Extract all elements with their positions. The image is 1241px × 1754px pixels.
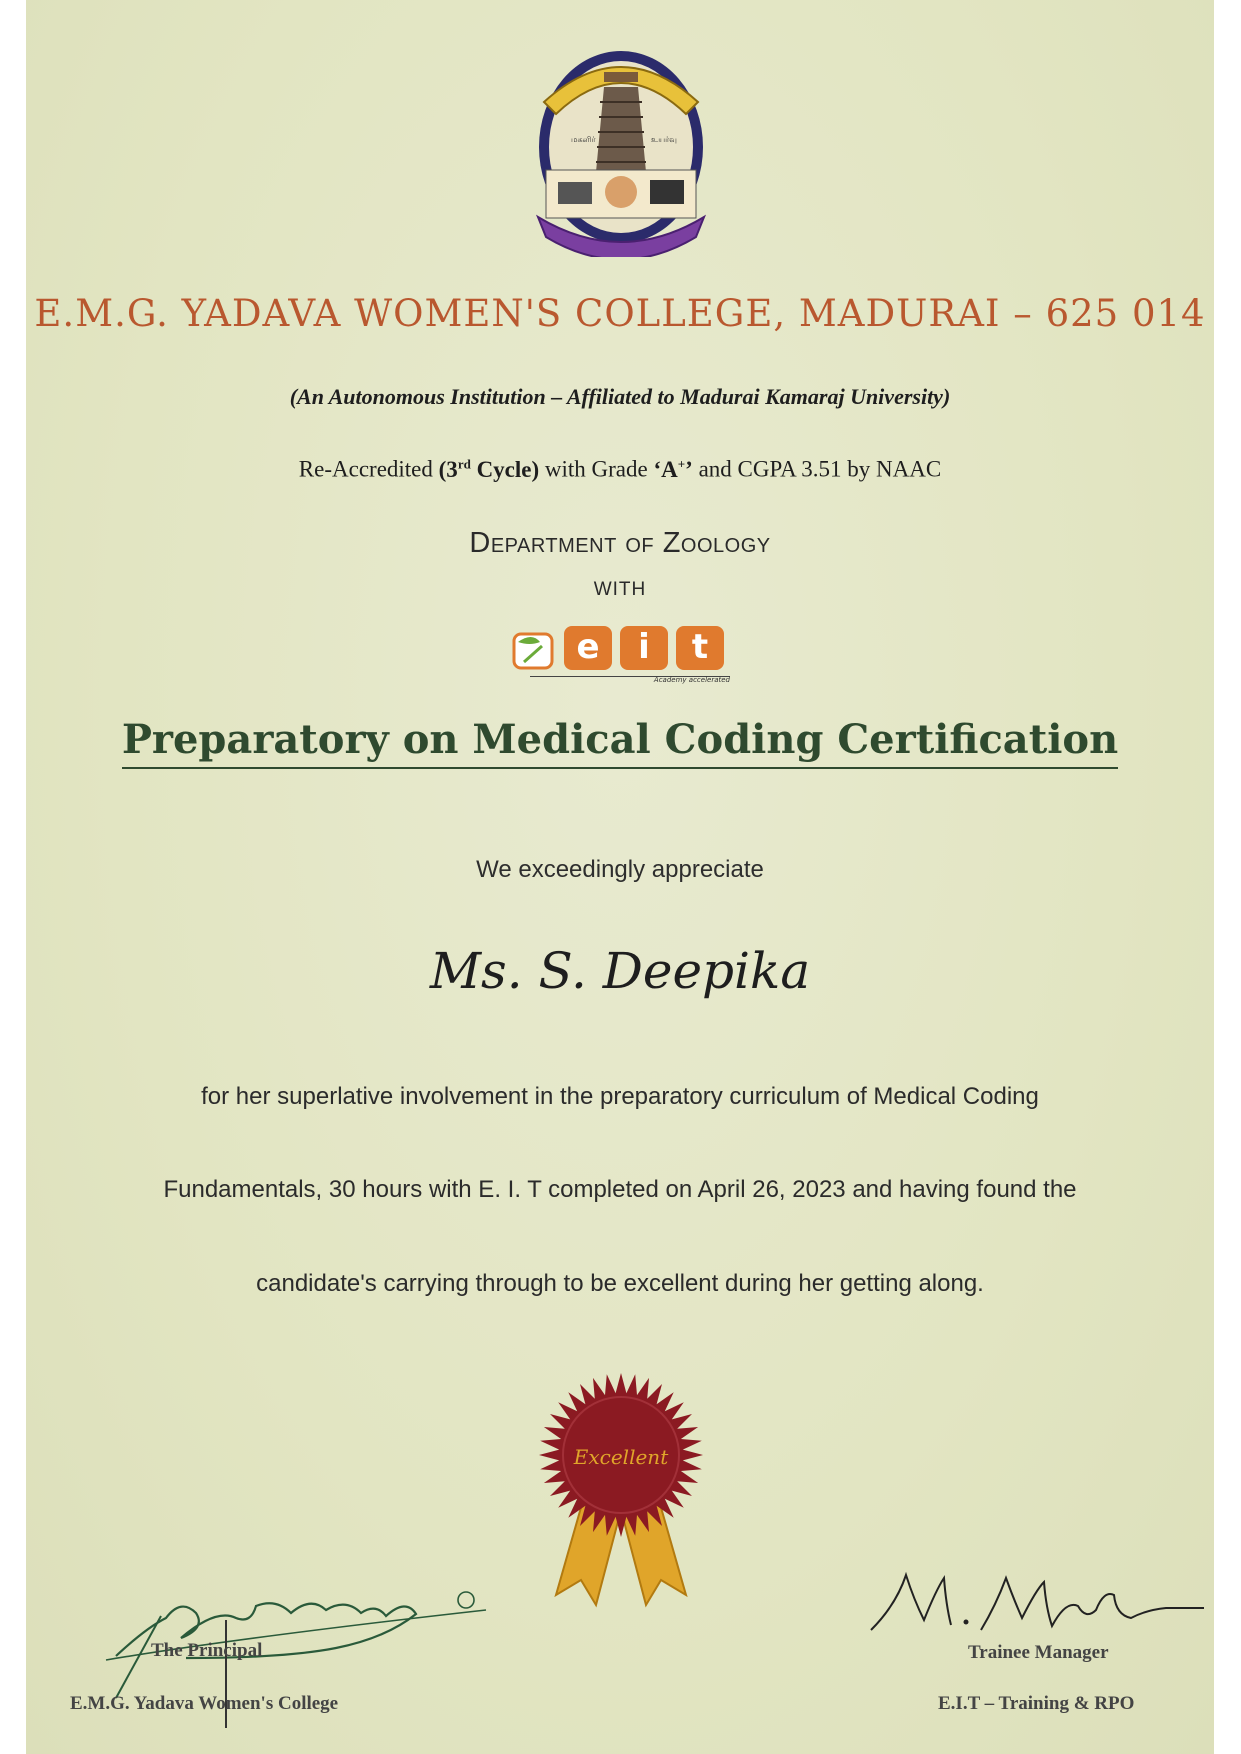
accreditation-grade: ‘A [653, 456, 678, 482]
department-name: Department of Zoology [469, 527, 771, 559]
leaf-icon [510, 628, 556, 674]
excellent-seal-icon [536, 1370, 706, 1610]
college-emblem-icon [526, 42, 716, 257]
certificate-title-text: Preparatory on Medical Coding Certification [122, 716, 1118, 769]
eit-letter-t: t [676, 626, 724, 670]
appreciate-text: We exceedingly appreciate [476, 856, 764, 883]
manager-title: Trainee Manager [968, 1642, 1109, 1663]
principal-org: E.M.G. Yadava Women's College [70, 1693, 339, 1714]
body-line-1: for her superlative involvement in the preparatory curriculum of Medical Coding [201, 1083, 1039, 1110]
accreditation-prefix: Re-Accredited [298, 456, 439, 482]
seal-text: Excellent [573, 1445, 669, 1469]
with-label: WITH [593, 579, 647, 600]
accreditation-suffix: and CGPA 3.51 by NAAC [692, 456, 942, 482]
accreditation-grade-sup: + [677, 456, 686, 471]
eit-tagline: Academy accelerated [653, 676, 730, 684]
principal-title: The Principal [151, 1640, 263, 1661]
recipient-name: Ms. S. Deepika [429, 942, 811, 1000]
accreditation-cycle-word: Cycle) [470, 456, 540, 482]
manager-org: E.I.T – Training & RPO [938, 1693, 1135, 1714]
accreditation-cycle-num: (3 [438, 456, 458, 482]
eit-letter-e: e [564, 626, 612, 670]
svg-text:மகளிர்: மகளிர் [571, 135, 596, 144]
certificate-page [26, 0, 1214, 1754]
certificate-title [26, 716, 1214, 763]
accreditation-cycle-sup: rd [457, 456, 471, 471]
svg-text:உயர்வு: உயர்வு [651, 135, 677, 144]
college-name: E.M.G. YADAVA WOMEN'S COLLEGE, MADURAI – 625 014 [34, 292, 1206, 335]
eit-logo [510, 624, 740, 684]
eit-letter-i: i [620, 626, 668, 670]
accreditation-middle: with Grade [539, 456, 654, 482]
manager-signature [866, 1560, 1206, 1640]
accreditation-text [26, 456, 1214, 483]
affiliation-text: (An Autonomous Institution – Affiliated to Madurai Kamaraj University) [289, 384, 951, 409]
body-line-3: candidate's carrying through to be excellent during her getting along. [256, 1270, 984, 1297]
accreditation-grade-close: ’ [685, 456, 693, 482]
body-line-2: Fundamentals, 30 hours with E. I. T completed on April 26, 2023 and having found the [163, 1176, 1077, 1203]
